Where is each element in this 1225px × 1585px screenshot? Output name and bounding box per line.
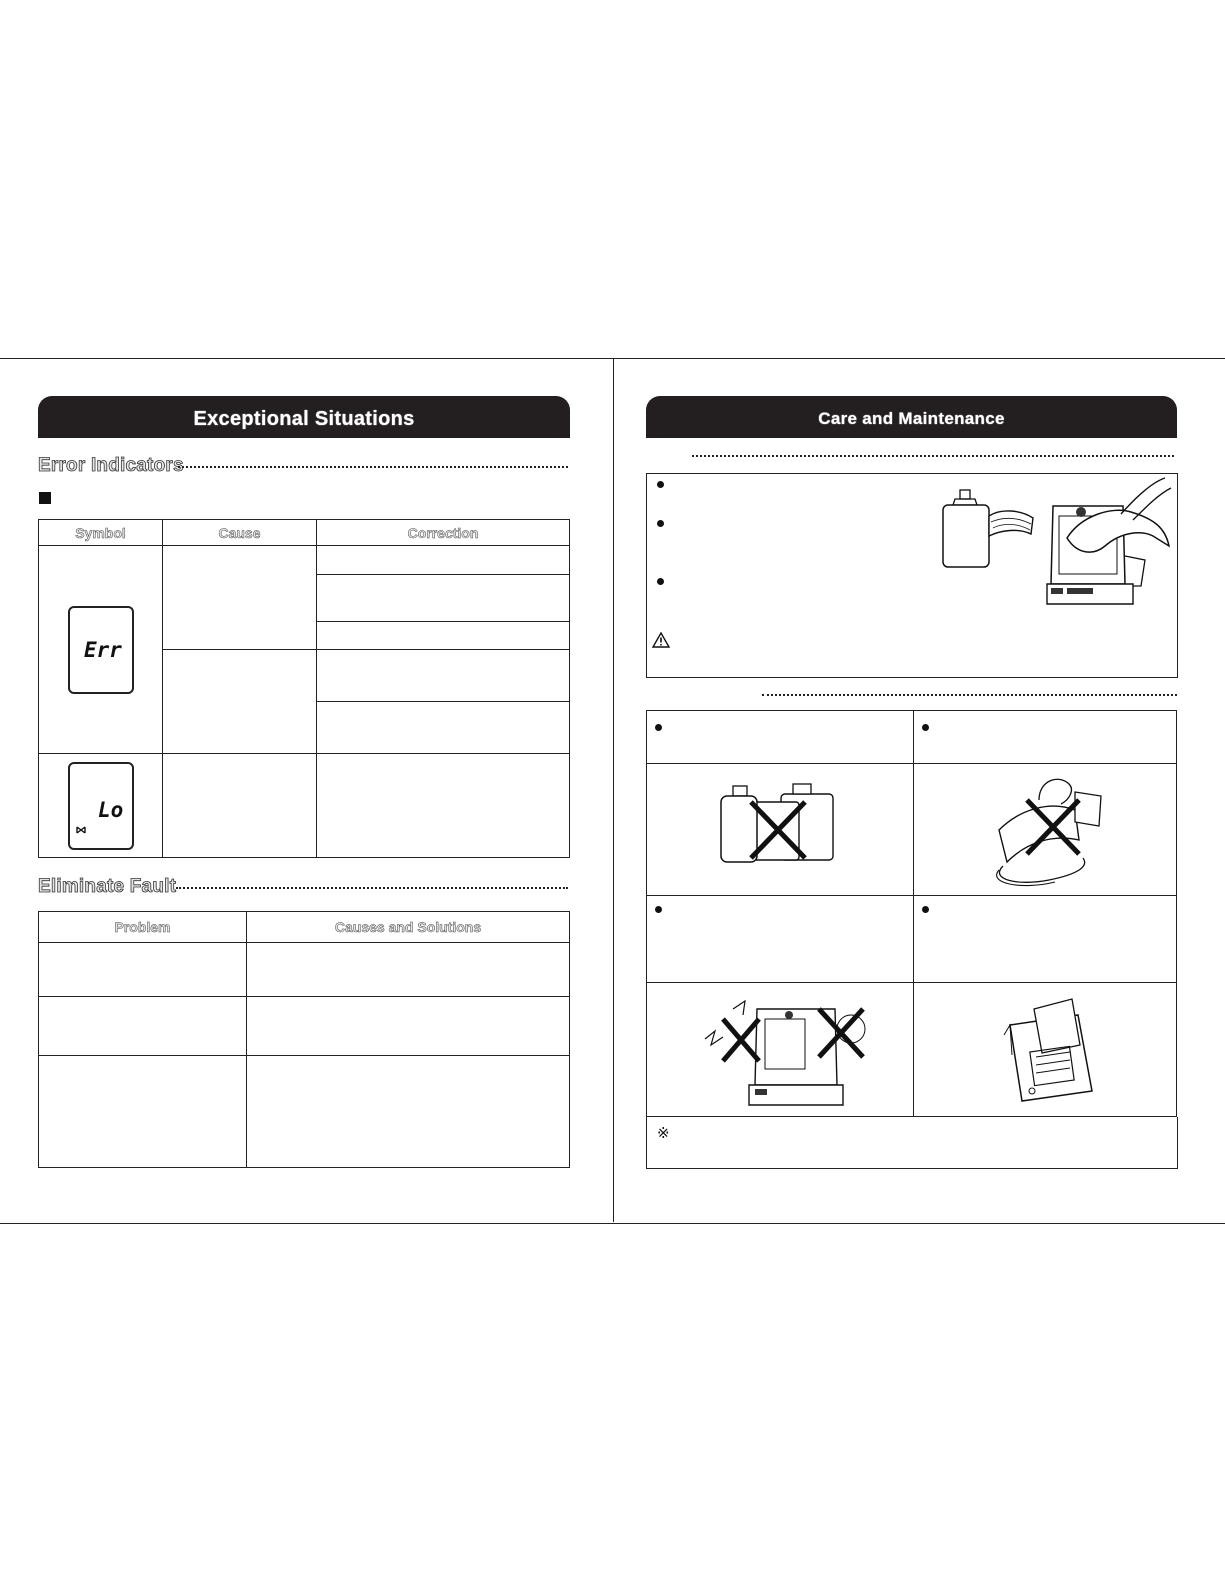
left-page-title: Exceptional Situations: [193, 408, 415, 430]
storage-table: [646, 710, 1177, 1117]
storage-bullet-4: [922, 906, 929, 913]
monitor-wiping-icon: [1041, 476, 1173, 610]
lo-cause-cell: [163, 754, 317, 858]
err-correction-cell-1: [317, 546, 570, 575]
fault-row-3-solution: [247, 1056, 570, 1168]
fault-table-header-solutions: Causes and Solutions: [247, 912, 570, 943]
storage-image-cell-3: [647, 982, 914, 1116]
lo-lcd-display: [68, 762, 134, 850]
storage-image-cell-1: [647, 764, 914, 896]
fault-section-rule: [176, 887, 568, 889]
right-page: [614, 358, 1225, 1222]
storage-image-cell-4: [914, 982, 1177, 1116]
cleaning-bullet-1: [657, 481, 664, 488]
storage-text-cell-4: [914, 896, 1177, 982]
error-section-title: Error Indicators: [38, 455, 184, 476]
fault-row-2-solution: [247, 997, 570, 1056]
bottle-icon: [941, 488, 1041, 572]
no-chemicals-icon: [717, 780, 837, 864]
battery-removal-icon: [998, 995, 1098, 1107]
fault-section-title: Eliminate Fault: [38, 876, 177, 897]
cleaning-box: [646, 473, 1178, 678]
err-cause-cell-2: [163, 650, 317, 754]
fault-row-2-problem: [39, 997, 247, 1056]
note-box: [646, 1117, 1178, 1169]
note-symbol: ※: [657, 1125, 670, 1142]
storage-text-cell-1: [647, 711, 914, 764]
storage-bullet-3: [655, 906, 662, 913]
square-bullet-icon: [39, 492, 51, 504]
storage-section-rule: [762, 694, 1177, 696]
storage-image-cell-2: [914, 764, 1177, 896]
err-lcd-display: [68, 606, 134, 694]
err-correction-cell-3: [317, 622, 570, 650]
error-table: [38, 519, 570, 858]
err-lcd-text: Err: [84, 638, 122, 662]
cleaning-bullet-2: [657, 520, 664, 527]
cleaning-bullet-3: [657, 578, 664, 585]
error-section-rule: [178, 466, 568, 468]
battery-low-icon: [76, 826, 86, 834]
cleaning-section-rule: [692, 455, 1174, 457]
no-shock-sunlight-icon: [693, 989, 869, 1109]
right-page-banner: [646, 396, 1177, 438]
no-folding-cuff-icon: [979, 770, 1109, 888]
err-correction-cell-5: [317, 702, 570, 754]
error-table-header-symbol: Symbol: [39, 520, 163, 546]
lo-symbol-cell: [39, 754, 163, 858]
fault-row-1-problem: [39, 943, 247, 997]
lo-lcd-text: Lo: [98, 798, 124, 822]
error-table-header-cause: Cause: [163, 520, 317, 546]
err-correction-cell-2: [317, 575, 570, 622]
warning-triangle-icon: [652, 632, 670, 648]
fault-table: [38, 911, 570, 1168]
lo-correction-cell: [317, 754, 570, 858]
fault-row-3-problem: [39, 1056, 247, 1168]
left-page: [0, 358, 612, 1222]
storage-bullet-1: [655, 724, 662, 731]
right-page-title: Care and Maintenance: [818, 409, 1005, 428]
fault-row-1-solution: [247, 943, 570, 997]
storage-bullet-2: [922, 724, 929, 731]
error-table-header-correction: Correction: [317, 520, 570, 546]
err-cause-cell-1: [163, 546, 317, 650]
fault-table-header-problem: Problem: [39, 912, 247, 943]
storage-text-cell-3: [647, 896, 914, 982]
storage-text-cell-2: [914, 711, 1177, 764]
err-correction-cell-4: [317, 650, 570, 702]
err-symbol-cell: [39, 546, 163, 754]
left-page-banner: [38, 396, 570, 438]
